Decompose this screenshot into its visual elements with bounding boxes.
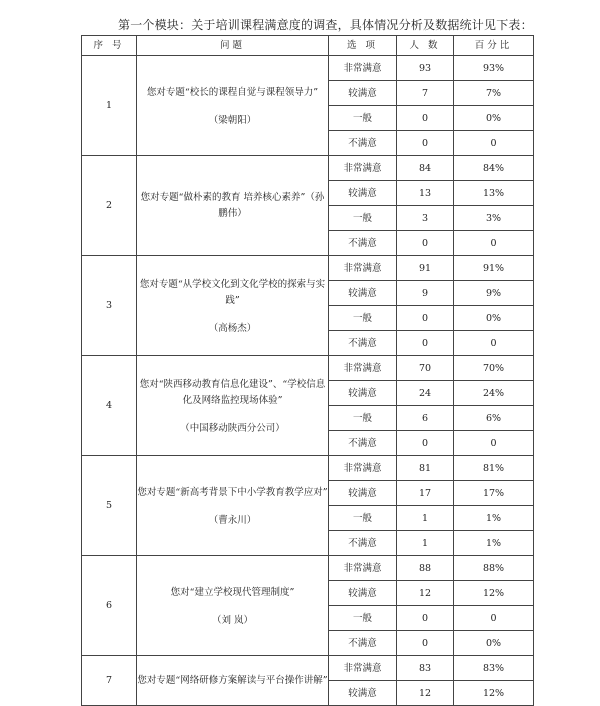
question-cell <box>137 456 329 556</box>
table-row <box>82 456 534 481</box>
count-cell: 0 <box>397 606 454 631</box>
percent-cell: 13% <box>454 181 534 206</box>
row-index: 2 <box>82 156 137 256</box>
speaker-name: （梁朝阳） <box>208 115 257 126</box>
percent-cell: 81% <box>454 456 534 481</box>
speaker-name: （中国移动陕西分公司） <box>180 423 285 434</box>
table-body <box>82 56 534 706</box>
count-cell: 12 <box>397 681 454 706</box>
percent-cell: 9% <box>454 281 534 306</box>
satisfaction-table <box>81 35 534 706</box>
count-cell: 1 <box>397 531 454 556</box>
count-cell: 91 <box>397 256 454 281</box>
percent-cell: 0% <box>454 306 534 331</box>
count-cell: 24 <box>397 381 454 406</box>
count-cell: 1 <box>397 506 454 531</box>
count-cell: 83 <box>397 656 454 681</box>
percent-cell: 88% <box>454 556 534 581</box>
count-cell: 81 <box>397 456 454 481</box>
option-label: 不满意 <box>329 131 397 156</box>
count-cell: 0 <box>397 131 454 156</box>
count-cell: 6 <box>397 406 454 431</box>
speaker-name: （高杨杰） <box>208 323 257 334</box>
count-cell: 0 <box>397 306 454 331</box>
option-label: 不满意 <box>329 331 397 356</box>
option-label: 一般 <box>329 606 397 631</box>
header-option: 选 项 <box>329 36 397 56</box>
option-label: 一般 <box>329 106 397 131</box>
count-cell: 84 <box>397 156 454 181</box>
header-index: 序 号 <box>82 36 137 56</box>
header-percent: 百分比 <box>454 36 534 56</box>
option-label: 不满意 <box>329 531 397 556</box>
count-cell: 3 <box>397 206 454 231</box>
option-label: 较满意 <box>329 81 397 106</box>
percent-cell: 12% <box>454 681 534 706</box>
table-row <box>82 256 534 281</box>
question-cell <box>137 56 329 156</box>
question-cell <box>137 556 329 656</box>
option-label: 较满意 <box>329 481 397 506</box>
row-index: 4 <box>82 356 137 456</box>
option-label: 非常满意 <box>329 656 397 681</box>
option-label: 一般 <box>329 306 397 331</box>
question-text: 您对专题“网络研修方案解读与平台操作讲解” <box>137 674 328 686</box>
count-cell: 12 <box>397 581 454 606</box>
count-cell: 0 <box>397 431 454 456</box>
count-cell: 0 <box>397 231 454 256</box>
option-label: 较满意 <box>329 681 397 706</box>
header-count: 人 数 <box>397 36 454 56</box>
percent-cell: 93% <box>454 56 534 81</box>
percent-cell: 91% <box>454 256 534 281</box>
percent-cell: 0 <box>454 231 534 256</box>
percent-cell: 0 <box>454 131 534 156</box>
option-label: 较满意 <box>329 581 397 606</box>
count-cell: 0 <box>397 331 454 356</box>
option-label: 不满意 <box>329 631 397 656</box>
percent-cell: 0% <box>454 631 534 656</box>
percent-cell: 24% <box>454 381 534 406</box>
question-text: 您对专题“做朴素的教育 培养核心素养”（孙鹏伟） <box>140 191 325 219</box>
count-cell: 70 <box>397 356 454 381</box>
question-text: 您对“陕西移动教育信息化建设”、“学校信息化及网络监控现场体验” <box>139 379 326 406</box>
question-text: 您对“建立学校现代管理制度” <box>170 587 295 598</box>
question-cell <box>137 256 329 356</box>
count-cell: 0 <box>397 106 454 131</box>
speaker-name: （曹永川） <box>208 515 257 526</box>
option-label: 较满意 <box>329 281 397 306</box>
row-index: 1 <box>82 56 137 156</box>
percent-cell: 83% <box>454 656 534 681</box>
option-label: 非常满意 <box>329 556 397 581</box>
count-cell: 17 <box>397 481 454 506</box>
speaker-name: （刘 岚） <box>211 615 254 626</box>
option-label: 非常满意 <box>329 356 397 381</box>
row-index: 3 <box>82 256 137 356</box>
count-cell: 7 <box>397 81 454 106</box>
percent-cell: 0 <box>454 606 534 631</box>
question-cell <box>137 356 329 456</box>
table-row <box>82 156 534 181</box>
option-label: 非常满意 <box>329 256 397 281</box>
percent-cell: 0 <box>454 331 534 356</box>
option-label: 一般 <box>329 206 397 231</box>
option-label: 较满意 <box>329 381 397 406</box>
question-text: 您对专题“新高考背景下中小学教育教学应对” <box>137 487 328 498</box>
count-cell: 88 <box>397 556 454 581</box>
header-question: 问题 <box>137 36 329 56</box>
percent-cell: 0 <box>454 431 534 456</box>
question-text: 您对专题“从学校文化到文化学校的探索与实践” <box>139 279 326 306</box>
row-index: 6 <box>82 556 137 656</box>
percent-cell: 1% <box>454 506 534 531</box>
table-row <box>82 356 534 381</box>
percent-cell: 12% <box>454 581 534 606</box>
percent-cell: 17% <box>454 481 534 506</box>
percent-cell: 70% <box>454 356 534 381</box>
option-label: 非常满意 <box>329 56 397 81</box>
option-label: 不满意 <box>329 431 397 456</box>
percent-cell: 7% <box>454 81 534 106</box>
row-index: 5 <box>82 456 137 556</box>
question-cell <box>137 656 329 706</box>
percent-cell: 0% <box>454 106 534 131</box>
count-cell: 93 <box>397 56 454 81</box>
table-row <box>82 656 534 681</box>
option-label: 非常满意 <box>329 456 397 481</box>
table-row <box>82 56 534 81</box>
row-index: 7 <box>82 656 137 706</box>
table-row <box>82 556 534 581</box>
option-label: 较满意 <box>329 181 397 206</box>
question-cell <box>137 156 329 256</box>
percent-cell: 3% <box>454 206 534 231</box>
table-header-row <box>82 36 534 56</box>
option-label: 非常满意 <box>329 156 397 181</box>
percent-cell: 6% <box>454 406 534 431</box>
count-cell: 0 <box>397 631 454 656</box>
percent-cell: 84% <box>454 156 534 181</box>
percent-cell: 1% <box>454 531 534 556</box>
option-label: 一般 <box>329 506 397 531</box>
count-cell: 9 <box>397 281 454 306</box>
question-text: 您对专题“校长的课程自觉与课程领导力” <box>146 87 319 98</box>
intro-text: 第一个模块：关于培训课程满意度的调查，具体情况分析及数据统计见下表： <box>118 18 533 32</box>
count-cell: 13 <box>397 181 454 206</box>
option-label: 一般 <box>329 406 397 431</box>
option-label: 不满意 <box>329 231 397 256</box>
